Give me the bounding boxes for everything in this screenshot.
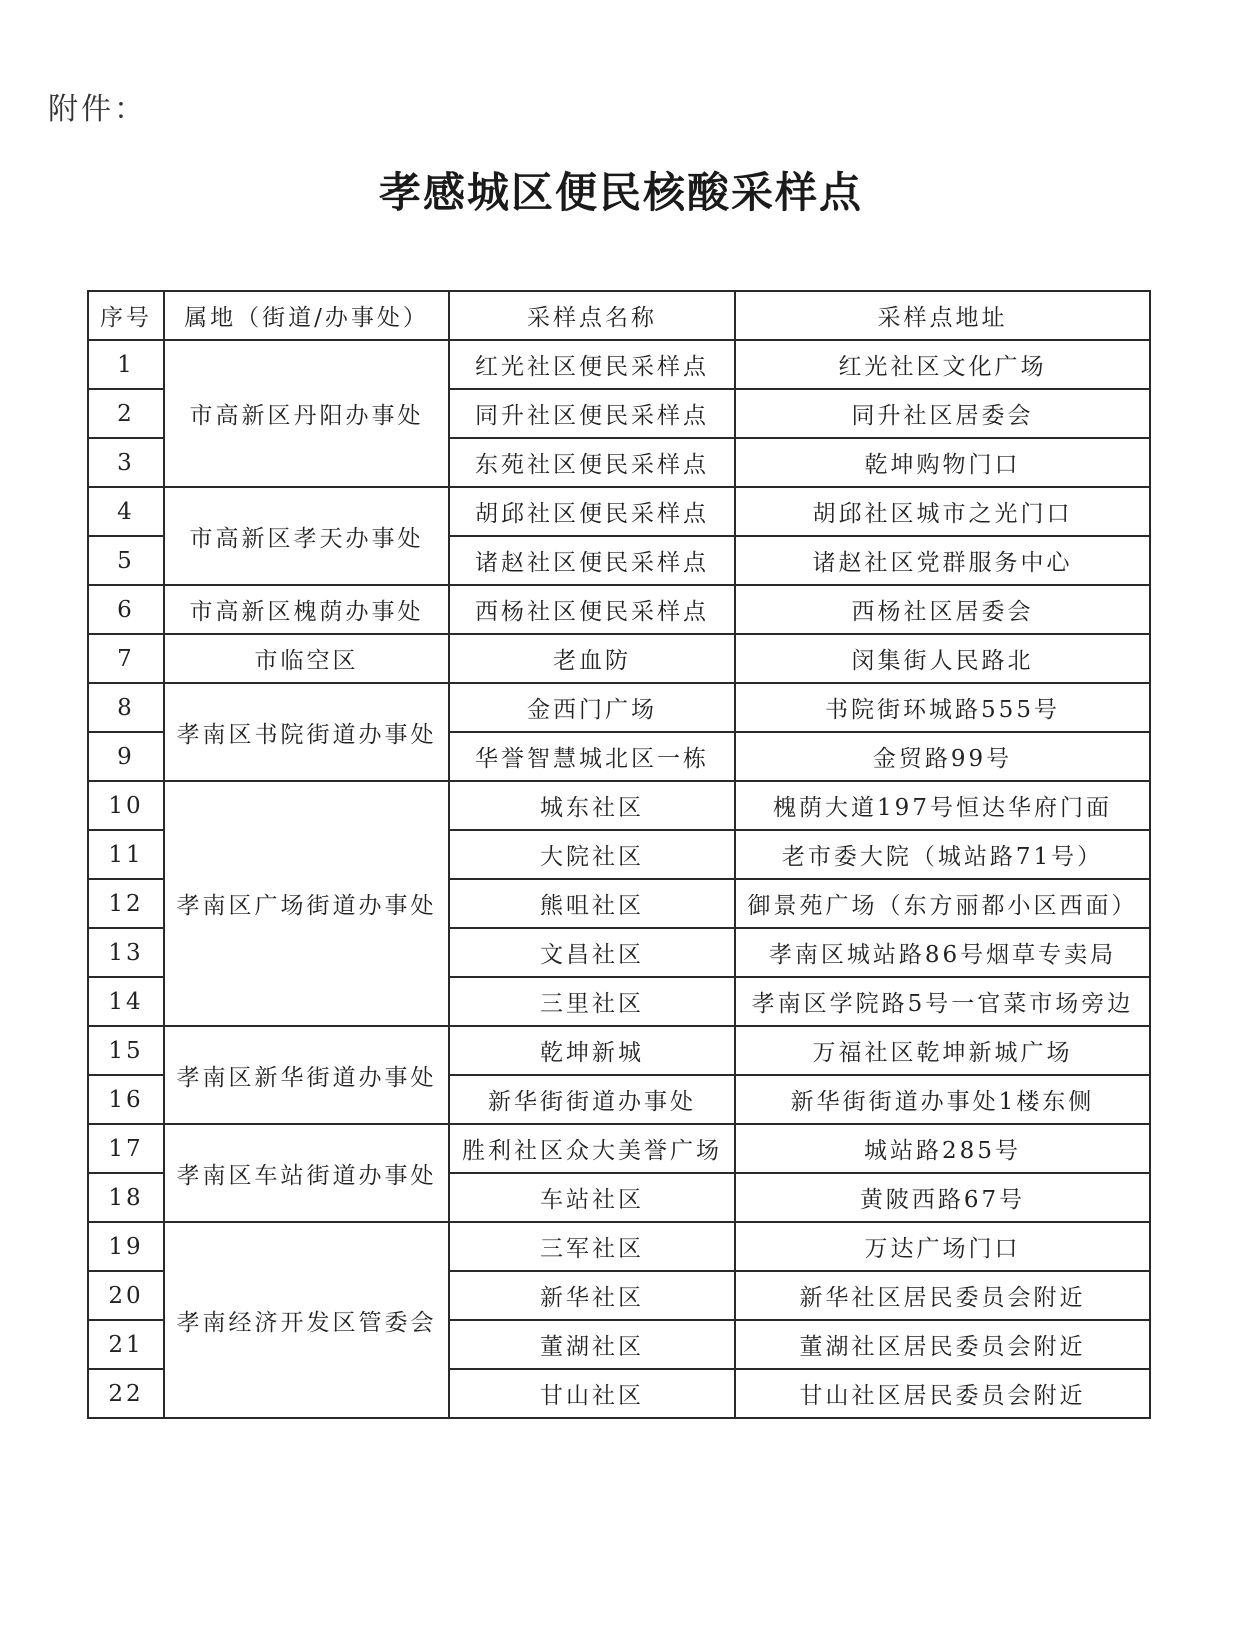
table-header-row bbox=[88, 291, 1150, 340]
header-site-address: 采样点地址 bbox=[735, 291, 1150, 340]
district-cell: 市高新区孝天办事处 bbox=[164, 487, 449, 585]
district-cell: 孝南区车站街道办事处 bbox=[164, 1124, 449, 1222]
row-number: 22 bbox=[88, 1369, 164, 1418]
row-number: 1 bbox=[88, 340, 164, 389]
site-name-cell: 同升社区便民采样点 bbox=[449, 389, 735, 438]
site-address-cell: 新华社区居民委员会附近 bbox=[735, 1271, 1150, 1320]
site-address-cell: 董湖社区居民委员会附近 bbox=[735, 1320, 1150, 1369]
site-address-cell: 孝南区学院路5号一官菜市场旁边 bbox=[735, 977, 1150, 1026]
district-cell: 市高新区丹阳办事处 bbox=[164, 340, 449, 487]
site-address-cell: 御景苑广场（东方丽都小区西面） bbox=[735, 879, 1150, 928]
district-cell: 孝南区书院街道办事处 bbox=[164, 683, 449, 781]
page-title: 孝感城区便民核酸采样点 bbox=[378, 168, 863, 217]
sampling-sites-table bbox=[87, 290, 1151, 1419]
row-number: 14 bbox=[88, 977, 164, 1026]
row-number: 7 bbox=[88, 634, 164, 683]
district-cell: 孝南经济开发区管委会 bbox=[164, 1222, 449, 1418]
site-name-cell: 董湖社区 bbox=[449, 1320, 735, 1369]
site-address-cell: 胡邱社区城市之光门口 bbox=[735, 487, 1150, 536]
row-number: 12 bbox=[88, 879, 164, 928]
row-number: 3 bbox=[88, 438, 164, 487]
site-address-cell: 红光社区文化广场 bbox=[735, 340, 1150, 389]
site-name-cell: 华誉智慧城北区一栋 bbox=[449, 732, 735, 781]
site-address-cell: 甘山社区居民委员会附近 bbox=[735, 1369, 1150, 1418]
site-name-cell: 诸赵社区便民采样点 bbox=[449, 536, 735, 585]
row-number: 16 bbox=[88, 1075, 164, 1124]
site-address-cell: 同升社区居委会 bbox=[735, 389, 1150, 438]
attachment-label: 附件： bbox=[48, 92, 147, 127]
table-row bbox=[88, 585, 1150, 634]
site-name-cell: 大院社区 bbox=[449, 830, 735, 879]
table-row bbox=[88, 634, 1150, 683]
row-number: 2 bbox=[88, 389, 164, 438]
site-name-cell: 红光社区便民采样点 bbox=[449, 340, 735, 389]
site-name-cell: 新华街街道办事处 bbox=[449, 1075, 735, 1124]
table-body bbox=[88, 340, 1150, 1418]
table-row bbox=[88, 487, 1150, 536]
row-number: 21 bbox=[88, 1320, 164, 1369]
row-number: 9 bbox=[88, 732, 164, 781]
table-row bbox=[88, 1124, 1150, 1173]
district-cell: 孝南区广场街道办事处 bbox=[164, 781, 449, 1026]
table-row bbox=[88, 1026, 1150, 1075]
site-address-cell: 万福社区乾坤新城广场 bbox=[735, 1026, 1150, 1075]
row-number: 13 bbox=[88, 928, 164, 977]
district-cell: 孝南区新华街道办事处 bbox=[164, 1026, 449, 1124]
header-site-name: 采样点名称 bbox=[449, 291, 735, 340]
row-number: 8 bbox=[88, 683, 164, 732]
row-number: 19 bbox=[88, 1222, 164, 1271]
row-number: 20 bbox=[88, 1271, 164, 1320]
site-name-cell: 新华社区 bbox=[449, 1271, 735, 1320]
site-name-cell: 熊咀社区 bbox=[449, 879, 735, 928]
site-name-cell: 甘山社区 bbox=[449, 1369, 735, 1418]
site-name-cell: 东苑社区便民采样点 bbox=[449, 438, 735, 487]
header-no: 序号 bbox=[88, 291, 164, 340]
table-row bbox=[88, 340, 1150, 389]
site-name-cell: 乾坤新城 bbox=[449, 1026, 735, 1075]
header-district: 属地（街道/办事处） bbox=[164, 291, 449, 340]
site-address-cell: 槐荫大道197号恒达华府门面 bbox=[735, 781, 1150, 830]
site-name-cell: 西杨社区便民采样点 bbox=[449, 585, 735, 634]
site-address-cell: 城站路285号 bbox=[735, 1124, 1150, 1173]
site-address-cell: 书院街环城路555号 bbox=[735, 683, 1150, 732]
site-address-cell: 新华街街道办事处1楼东侧 bbox=[735, 1075, 1150, 1124]
site-address-cell: 乾坤购物门口 bbox=[735, 438, 1150, 487]
site-address-cell: 孝南区城站路86号烟草专卖局 bbox=[735, 928, 1150, 977]
site-address-cell: 诸赵社区党群服务中心 bbox=[735, 536, 1150, 585]
row-number: 15 bbox=[88, 1026, 164, 1075]
site-address-cell: 闵集街人民路北 bbox=[735, 634, 1150, 683]
site-name-cell: 车站社区 bbox=[449, 1173, 735, 1222]
site-name-cell: 文昌社区 bbox=[449, 928, 735, 977]
site-name-cell: 三里社区 bbox=[449, 977, 735, 1026]
site-name-cell: 金西门广场 bbox=[449, 683, 735, 732]
site-name-cell: 三军社区 bbox=[449, 1222, 735, 1271]
row-number: 6 bbox=[88, 585, 164, 634]
site-address-cell: 西杨社区居委会 bbox=[735, 585, 1150, 634]
district-cell: 市临空区 bbox=[164, 634, 449, 683]
site-address-cell: 黄陂西路67号 bbox=[735, 1173, 1150, 1222]
site-name-cell: 城东社区 bbox=[449, 781, 735, 830]
site-name-cell: 胡邱社区便民采样点 bbox=[449, 487, 735, 536]
site-address-cell: 老市委大院（城站路71号） bbox=[735, 830, 1150, 879]
row-number: 10 bbox=[88, 781, 164, 830]
district-cell: 市高新区槐荫办事处 bbox=[164, 585, 449, 634]
row-number: 5 bbox=[88, 536, 164, 585]
table-row bbox=[88, 1222, 1150, 1271]
table-row bbox=[88, 683, 1150, 732]
site-name-cell: 胜利社区众大美誉广场 bbox=[449, 1124, 735, 1173]
row-number: 18 bbox=[88, 1173, 164, 1222]
site-address-cell: 万达广场门口 bbox=[735, 1222, 1150, 1271]
table-row bbox=[88, 781, 1150, 830]
row-number: 11 bbox=[88, 830, 164, 879]
site-name-cell: 老血防 bbox=[449, 634, 735, 683]
site-address-cell: 金贸路99号 bbox=[735, 732, 1150, 781]
row-number: 4 bbox=[88, 487, 164, 536]
row-number: 17 bbox=[88, 1124, 164, 1173]
